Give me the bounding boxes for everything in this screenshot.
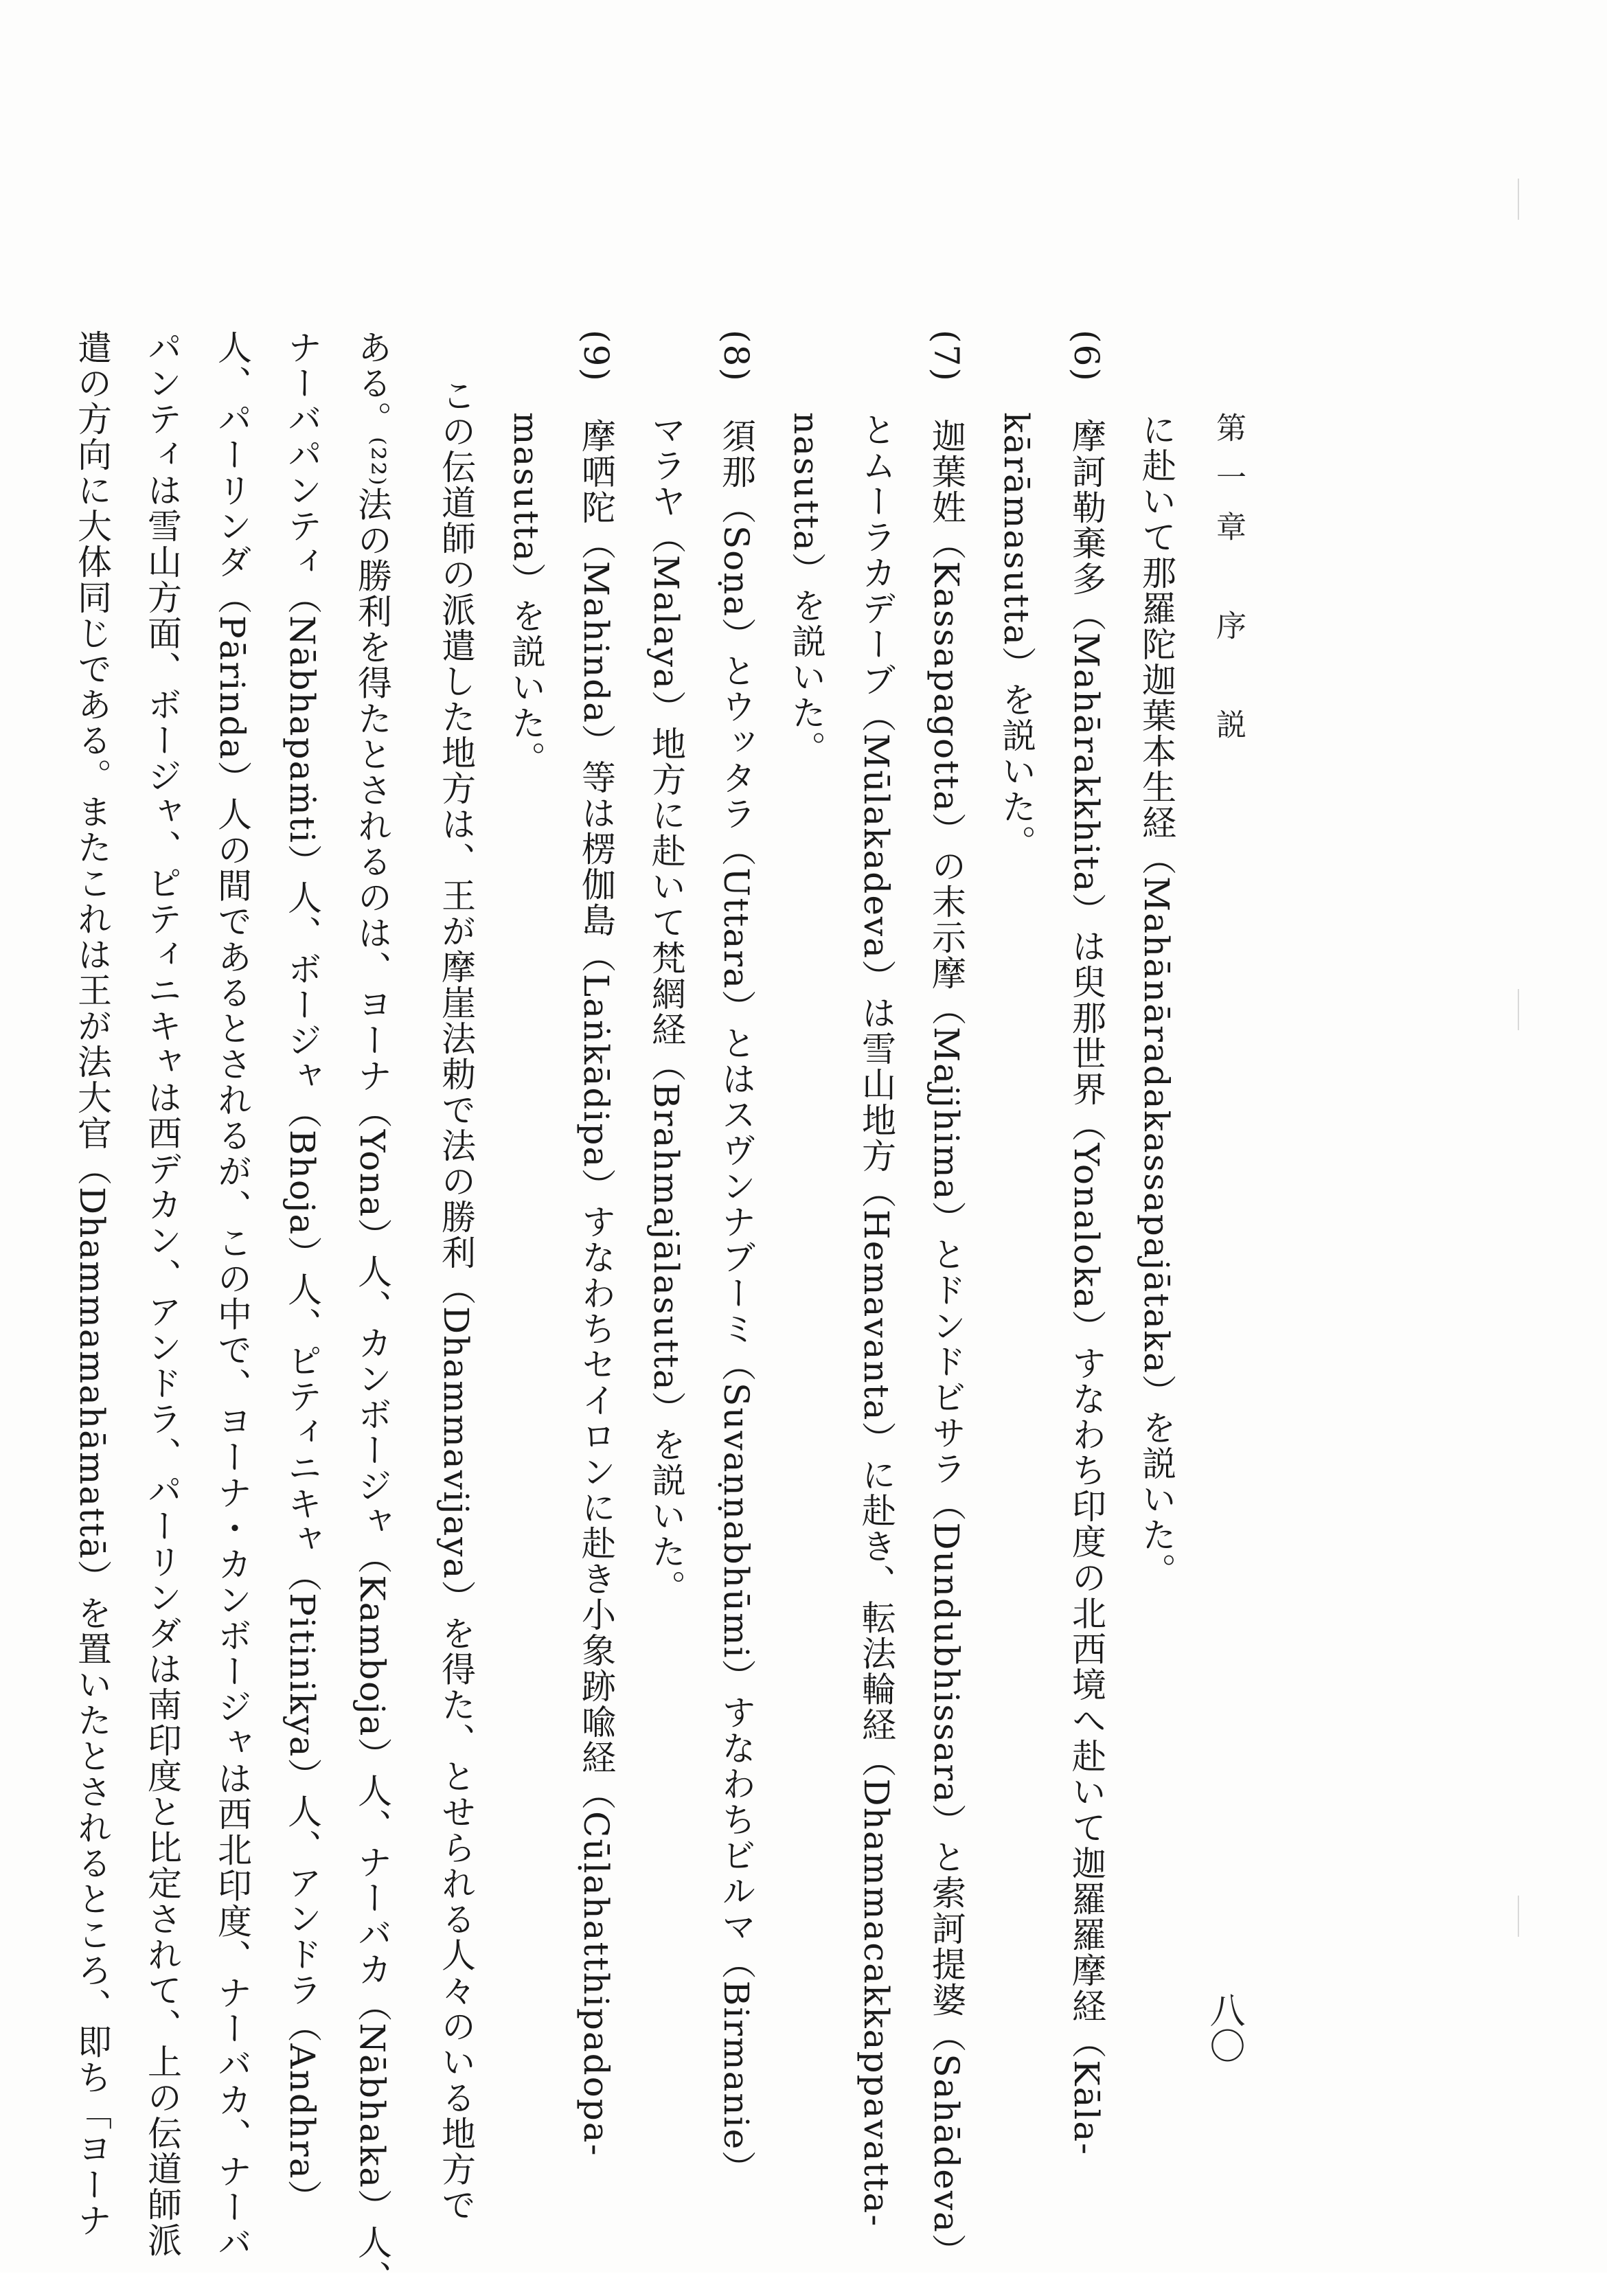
text-line: (7) 迦葉姓（Kassapagotta）の末示摩（Majjhima）とドンドビサラ（Dundubhissara）と索訶提婆（Sahādeva） bbox=[926, 330, 966, 2269]
text-line: 遣の方向に大体同じである。またこれは王が法大官（Dhammamahāmattā）を置いたとされるところ、即ち「ヨーナ bbox=[72, 330, 112, 2239]
scan-edge-mark bbox=[1518, 989, 1519, 1030]
text-line: nasutta）を説いた。 bbox=[786, 412, 826, 766]
chapter-heading: 第一章 序 説 bbox=[1211, 412, 1246, 758]
text-line: masutta）を説いた。 bbox=[506, 412, 546, 777]
text-line: パンティは雪山方面、ボージャ、ピティニキャは西デカン、アンドラ、パーリンダは南印度と比定されて、上の伝道師派 bbox=[142, 330, 182, 2258]
text-line: に赴いて那羅陀迦葉本生経（Mahānāradakassapajātaka）を説いた。 bbox=[1137, 412, 1176, 1589]
text-line: ある。⁽²²⁾法の勝利を得たとされるのは、ヨーナ（Yona）人、カンボージャ（Kamboja）人、ナーバカ（Nābhaka）人、 bbox=[352, 330, 392, 2296]
text-line: kārāmasutta）を説いた。 bbox=[996, 412, 1036, 861]
body-text bbox=[72, 330, 1181, 2296]
text-line: マラヤ（Malaya）地方に赴いて梵網経（Brahmajālasutta）を説いた。 bbox=[646, 412, 686, 1606]
text-line: (6) 摩訶勒棄多（Mahārakkhita）は臾那世界（Yonaloka）すなわち印度の北西境へ赴いて迦羅羅摩経（Kāla- bbox=[1067, 330, 1106, 2157]
page-number: 八〇 bbox=[1203, 1992, 1244, 2063]
text-line: (9) 摩哂陀（Mahinda）等は楞伽島（Laṅkādipa）すなわちセイロンに赴き小象跡喩経（Cūḷahatthipadopa- bbox=[576, 330, 616, 2157]
text-line: とムーラカデーブ（Mūlakadeva）は雪山地方（Hemavanta）に赴き、転法輪経（Dhammacakkappavatta- bbox=[856, 412, 896, 2228]
text-line: ナーバパンティ（Nābhapaṁti）人、ボージャ（Bhoja）人、ピティニキャ（Pitinikya）人、アンドラ（Andhra） bbox=[282, 330, 322, 2216]
scan-edge-mark bbox=[1518, 179, 1519, 220]
text-line: (8) 須那（Soṇa）とウッタラ（Uttara）とはスヴンナブーミ（Suvaṇṇabhūmi）すなわちビルマ（Birmanie） bbox=[716, 330, 756, 2187]
scan-edge-mark bbox=[1518, 1896, 1519, 1937]
text-line: 人、パーリンダ（Pārinda）人の間であるとされるが、この中で、ヨーナ・カンボージャは西北印度、ナーバカ、ナーバ bbox=[212, 330, 252, 2261]
text-line: この伝道師の派遣した地方は、王が摩崖法勅で法の勝利（Dhammavijaya）を得た、とせられる人々のいる地方で bbox=[436, 378, 476, 2223]
